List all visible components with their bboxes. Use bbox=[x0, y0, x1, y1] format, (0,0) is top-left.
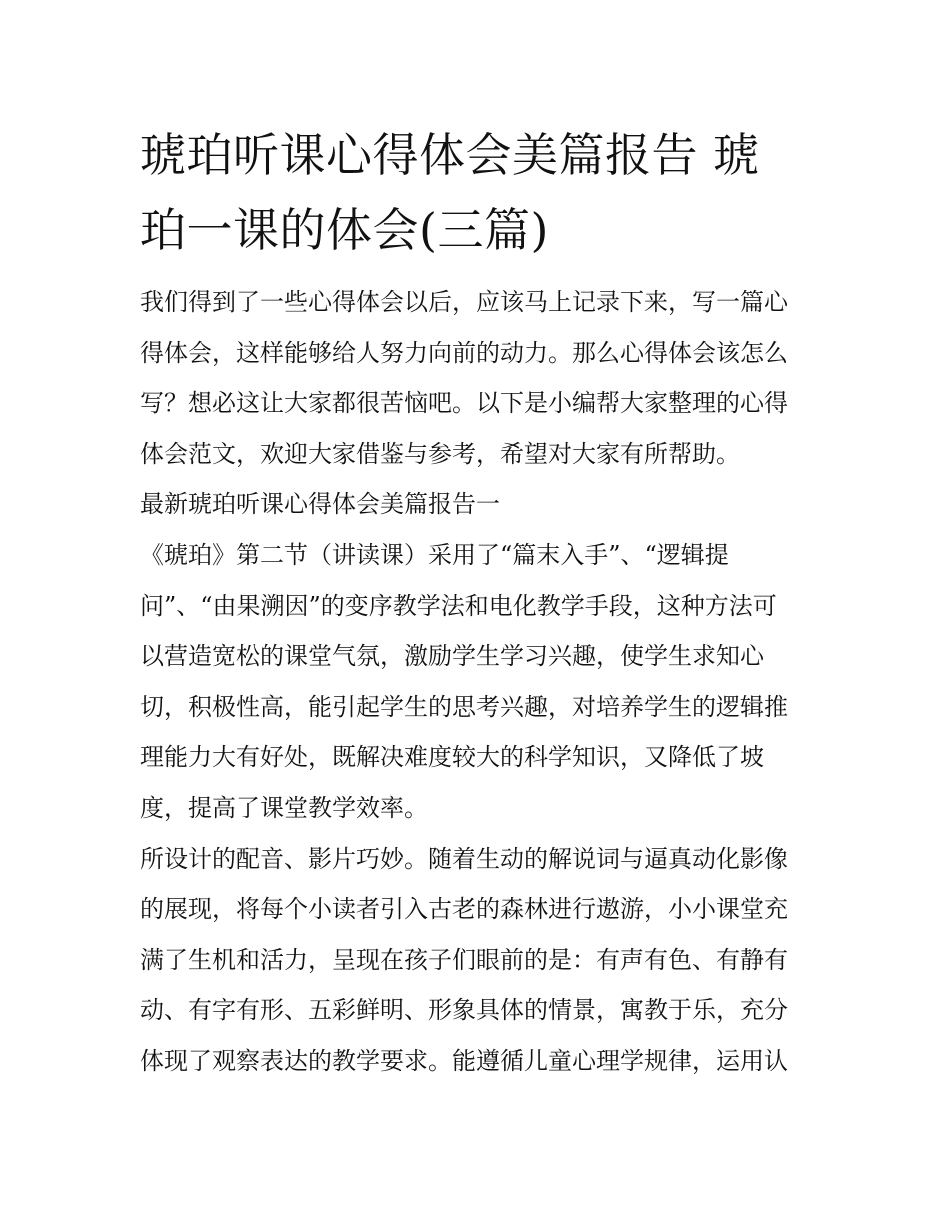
text-line: 以营造宽松的课堂气氛，激励学生学习兴趣，使学生求知心 bbox=[140, 642, 764, 671]
title-line: 珀一课的体会(三篇) bbox=[140, 203, 549, 257]
text-line: 体会范文，欢迎大家借鉴与参考，希望对大家有所帮助。 bbox=[140, 439, 740, 468]
text-line: 体现了观察表达的教学要求。能遵循儿童心理学规律，运用认 bbox=[140, 1046, 788, 1075]
text-line: 所设计的配音、影片巧妙。随着生动的解说词与逼真动化影像 bbox=[140, 844, 788, 873]
text-line: 写？想必这让大家都很苦恼吧。以下是小编帮大家整理的心得 bbox=[140, 389, 788, 418]
text-line: 度，提高了课堂教学效率。 bbox=[140, 793, 428, 822]
text-line: 满了生机和活力，呈现在孩子们眼前的是：有声有色、有静有 bbox=[140, 945, 788, 974]
text-line: 切，积极性高，能引起学生的思考兴趣，对培养学生的逻辑推 bbox=[140, 692, 788, 721]
text-line: 《琥珀》第二节（讲读课）采用了“篇末入手”、“逻辑提 bbox=[140, 540, 729, 569]
document-body bbox=[140, 277, 812, 1087]
document-title bbox=[140, 118, 820, 268]
text-line: 我们得到了一些心得体会以后，应该马上记录下来，写一篇心 bbox=[140, 288, 788, 316]
text-line: 理能力大有好处，既解决难度较大的科学知识，又降低了坡 bbox=[140, 743, 764, 772]
text-line: 问”、“由果溯因”的变序教学法和电化教学手段，这种方法可 bbox=[140, 591, 777, 620]
text-line: 的展现，将每个小读者引入古老的森林进行遨游，小小课堂充 bbox=[140, 895, 788, 924]
title-line: 琥珀听课心得体会美篇报告 琥 bbox=[140, 128, 760, 182]
text-line: 得体会，这样能够给人努力向前的动力。那么心得体会该怎么 bbox=[140, 338, 788, 367]
text-line: 动、有字有形、五彩鲜明、形象具体的情景，寓教于乐，充分 bbox=[140, 996, 788, 1025]
section-heading: 最新琥珀听课心得体会美篇报告一 bbox=[140, 490, 500, 519]
